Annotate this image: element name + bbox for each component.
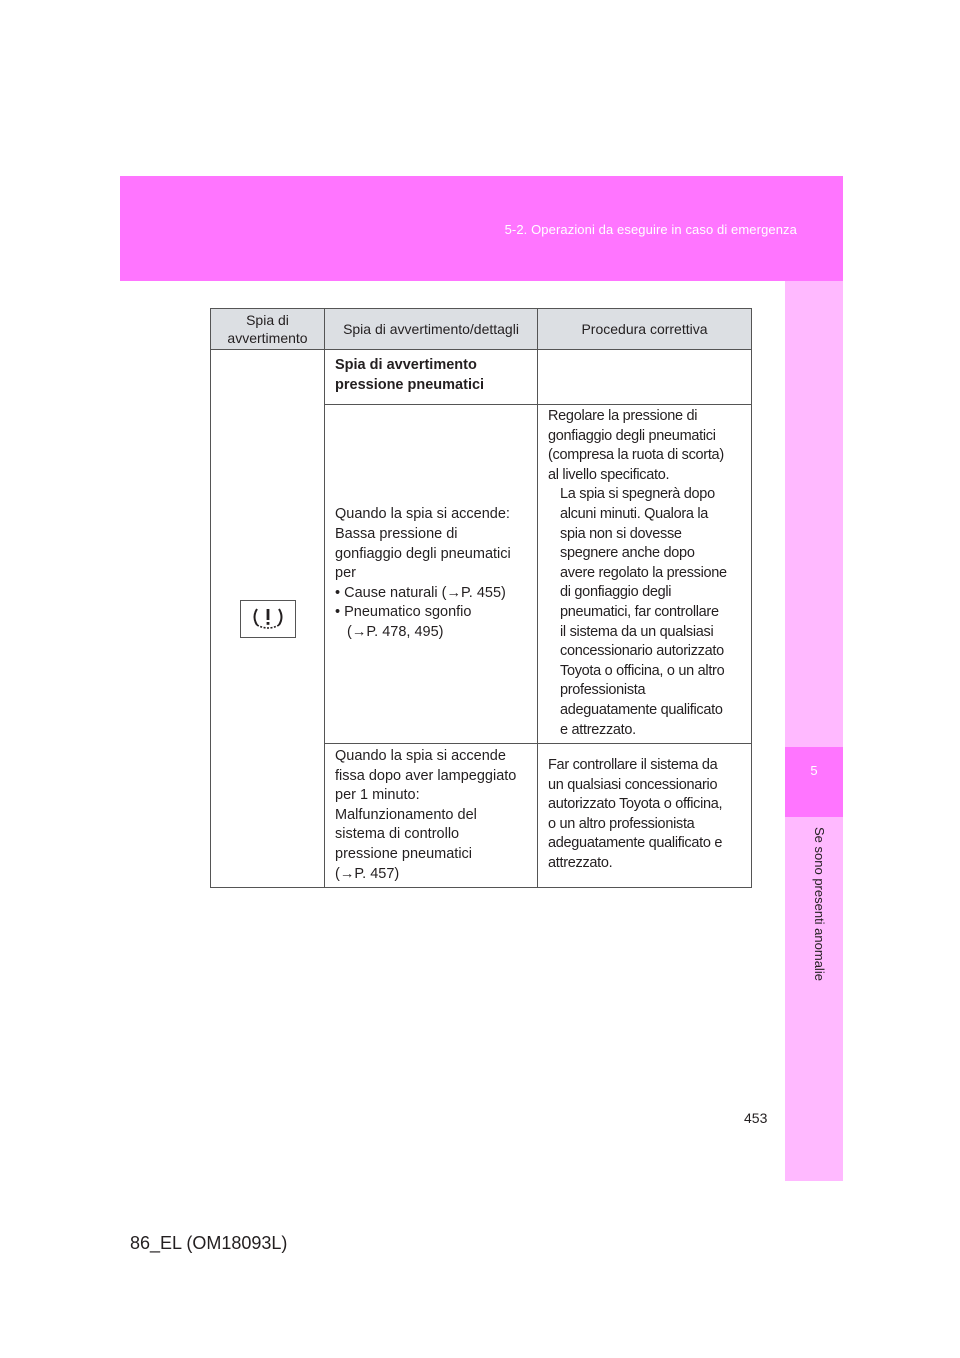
empty-cell bbox=[538, 350, 752, 405]
chapter-title: Se sono presenti anomalie bbox=[812, 827, 827, 981]
table-header-row bbox=[211, 309, 752, 350]
header-band bbox=[120, 176, 843, 281]
chapter-number: 5 bbox=[810, 763, 818, 778]
header-col-procedure: Procedura correttiva bbox=[538, 309, 752, 350]
procedure-have-checked: Far controllare il sistema da un qualsiasi concessionario autorizzato Toyota o officina, o un altro professionista adeguatamente qualificato e attrezzato. bbox=[538, 744, 752, 888]
footer-doc-code: 86_EL (OM18093L) bbox=[130, 1233, 288, 1253]
table-row-title bbox=[211, 350, 752, 405]
section-title: 5-2. Operazioni da eseguire in caso di emergenza bbox=[504, 222, 797, 237]
warning-light-name: Spia di avvertimento pressione pneumatici bbox=[325, 350, 538, 405]
chapter-tab[interactable] bbox=[785, 747, 843, 817]
side-tab-strip bbox=[785, 281, 843, 1181]
header-col-details: Spia di avvertimento/dettagli bbox=[325, 309, 538, 350]
warning-icon-cell bbox=[211, 350, 325, 888]
tire-pressure-warning-icon bbox=[240, 600, 296, 638]
detail-system-malfunction: Quando la spia si accende fissa dopo aver lampeggiato per 1 minuto: Malfunzionamento del sistema di controllo pressione pneumatici (→P. 457) bbox=[325, 744, 538, 888]
procedure-adjust-pressure: Regolare la pressione di gonfiaggio degli pneumatici (compresa la ruota di scorta) al livello specificato. La spia si spegnerà dopo alcuni minuti. Qualora la spia non si dovesse spegnere anche dopo avere regolato la pressione di gonfiaggio degli pneumatici, far controllare il sistema da un qualsiasi concessionario autorizzato Toyota o officina, o un altro professionista adeguatamente qualificato e attrezzato. bbox=[538, 405, 752, 744]
header-col-warning-light: Spia di avvertimento bbox=[211, 309, 325, 350]
detail-low-pressure: Quando la spia si accende: Bassa pressione di gonfiaggio degli pneumatici per • Cause naturali (→P. 455) • Pneumatico sgonfio (→P. 478, 495) bbox=[325, 405, 538, 744]
warning-light-table bbox=[210, 308, 752, 888]
page-number: 453 bbox=[744, 1110, 768, 1126]
